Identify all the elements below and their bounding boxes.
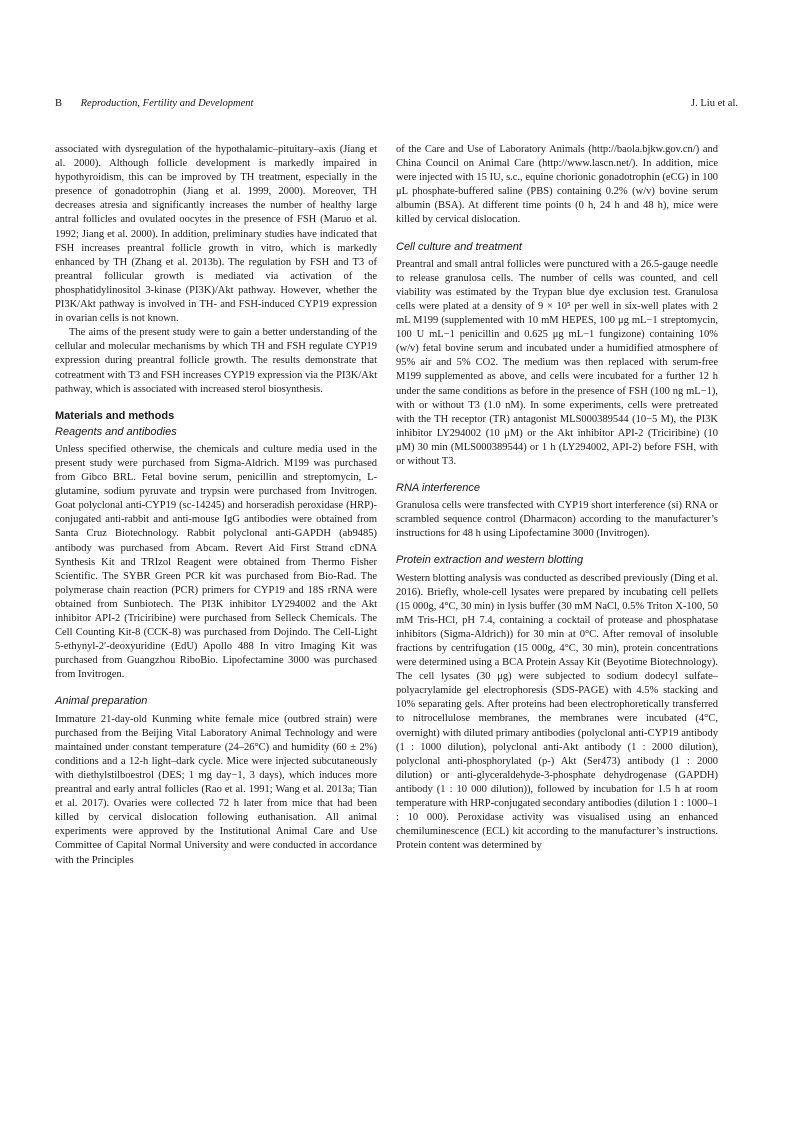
journal-name: Reproduction, Fertility and Development [80, 98, 254, 109]
left-column [55, 143, 377, 868]
rna-interference-paragraph: Granulosa cells were transfected with CYP19 short interference (si) RNA or scrambled sequence control (Dharmacon) according to the manufacturer’s instructions for 48 h using Lipofectamine 3000 (Invitrogen). [396, 500, 718, 540]
cell-culture-paragraph: Preantral and small antral follicles were punctured with a 26.5-gauge needle to release granulosa cells. The number of cells was counted, and cell viability was estimated by the Trypan blue dye exclusion test. Granulosa cells were plated at a density of 9 × 10⁵ per well in six-well plates with 2 mL M199 (supplemented with 10 mM HEPES, 100 μg mL−1 streptomycin, 100 U mL−1 penicillin and 0.625 μg mL−1 fungizone) containing 10% (w/v) fetal bovine serum and incubated under a humidified atmosphere of 95% air and 5% CO2. The medium was then replaced with serum-free M199 supplemented as above, and cells were incubated for a further 12 h under the same conditions as before in the presence of FSH (100 ng mL−1), with or without T3 (1.0 nM). In some experiments, cells were pretreated with the TH receptor (TR) antagonist MLS000389544 (10−5 M), the PI3K inhibitor LY294002 (10 μM) or the Akt inhibitor API-2 (Triciribine) (10 μM) 30 min (MLS000389544) or 1 h (LY294002, API-2) before FSH, with or without T3. [396, 258, 718, 467]
running-header-authors: J. Liu et al. [691, 98, 738, 109]
animal-preparation-paragraph: Immature 21-day-old Kunming white female mice (outbred strain) were purchased from the Beijing Vital Laboratory Animal Technology and were maintained under constant temperature (24–26°C) and humidity (60 ± 2%) conditions and a 12-h light–dark cycle. Mice were injected subcutaneously with diethylstilboestrol (DES; 1 mg day−1, 3 days), which induces more preantral and early antral follicles (Rao et al. 1991; Wang et al. 2013a; Tian et al. 2017). Ovaries were collected 72 h later from mice that had been killed by cervical dislocation following euthanisation. All animal experiments were approved by the Institutional Animal Care and Use Committee of Capital Normal University and were conducted in accordance with the Principles [55, 713, 377, 866]
right-column [396, 143, 718, 853]
subheading-reagents: Reagents and antibodies [55, 425, 177, 438]
subheading-rna-interference: RNA interference [396, 482, 480, 495]
animal-paragraph-continued: of the Care and Use of Laboratory Animals (http://baola.bjkw.gov.cn/) and China Council on Animal Care (http://www.lascn.net/). In addition, mice were injected with 15 IU, s.c., equine chorionic gonadotrophin (eCG) in 100 μL phosphate-buffered saline (PBS) containing 0.2% (w/v) bovine serum albumin (BSA). At different time points (0 h, 24 h and 48 h), mice were killed by cervical dislocation. [396, 144, 718, 226]
subheading-animal-preparation: Animal preparation [55, 695, 148, 708]
subheading-cell-culture: Cell culture and treatment [396, 240, 522, 253]
section-heading-methods: Materials and methods [55, 409, 175, 422]
aims-paragraph: The aims of the present study were to gain a better understanding of the cellular and molecular mechanisms by which TH and FSH regulate CYP19 expression during preantral follicle growth. The results demonstrate that cotreatment with T3 and FSH increases CYP19 expression via the PI3K/Akt pathway, which is associated with increased sterol biosynthesis. [55, 327, 377, 395]
subheading-western-blotting: Protein extraction and western blotting [396, 554, 584, 567]
running-header-left [55, 98, 253, 109]
western-blotting-paragraph: Western blotting analysis was conducted as described previously (Ding et al. 2016). Briefly, whole-cell lysates were prepared by incubating cell pellets (15 000g, 4°C, 30 min) in lysis buffer (30 mM NaCl, 0.5% Triton X-100, 50 mM Tris-HCl, pH 7.4, containing a cocktail of protease and phosphatase inhibitors (Sigma-Aldrich)) for 30 min at 0°C. After removal of insoluble fractions by centrifugation (15 000g, 4°C, 30 min), protein concentrations were determined using a BCA Protein Assay Kit (Beyotime Biotechnology). The cell lysates (30 μg) were subjected to sodium dodecyl sulfate–polyacrylamide gel electrophoresis (SDS-PAGE) with 4.5% stacking and 10% separating gels. After proteins had been electrophoretically transferred to nitrocellulose membranes, the membranes were incubated (4°C, overnight) with diluted primary antibodies (polyclonal anti-CYP19 antibody (1 : 1000 dilution), polyclonal anti-Akt antibody (1 : 2000 dilution), polyclonal anti-phosphorylated (p-) Akt (Ser473) antibody (1 : 2000 dilution) or anti-glyceraldehyde-3-phosphate dehydrogenase (GAPDH) antibody (1 : 10 000 dilution)), followed by incubation for 1.5 h at room temperature with HRP-conjugated secondary antibodies (dilution 1 : 1000–1 : 10 000). Peroxidase activity was visualised using an enhanced chemiluminescence (ECL) kit according to the manufacturer’s instructions. Protein content was determined by [396, 572, 718, 852]
intro-paragraph-continued: associated with dysregulation of the hypothalamic–pituitary–axis (Jiang et al. 2000). Although follicle development is markedly impaired in hypothyroidism, this can be improved by TH treatment, especially in the presence of gonadotrophin (Jiang et al. 1999, 2000). Moreover, TH decreases atresia and significantly increases the number of healthy large antral follicles and ovulated oocytes in the presence of FSH (Maruo et al. 1992; Jiang et al. 2000). In addition, preliminary studies have indicated that FSH increases preantral follicle growth in vitro, which is markedly enhanced by TH (Zhang et al. 2013b). The regulation by FSH and T3 of preantral follicular growth is mediated via activation of the phosphatidylinositol 3-kinase (PI3K)/Akt pathway. However, whether the PI3K/Akt pathway is involved in TH- and FSH-induced CYP19 expression in ovarian cells is not known. [55, 144, 377, 325]
reagents-paragraph: Unless specified otherwise, the chemicals and culture media used in the present study were purchased from Sigma-Aldrich. M199 was purchased from Gibco BRL. Fetal bovine serum, penicillin and streptomycin, L-glutamine, sodium pyruvate and trypsin were purchased from Invitrogen. Goat polyclonal anti-CYP19 (sc-14245) and horseradish peroxidase (HRP)-conjugated anti-rabbit and anti-mouse IgG antibodies were obtained from Santa Cruz Biotechnology. Rabbit polyclonal anti-GAPDH (ab9485) antibody was purchased from Abcam. Revert Aid First Strand cDNA Synthesis Kit and TRIzol Reagent were obtained from Thermo Fisher Scientific. The SYBR Green PCR kit was purchased from Bio-Rad. The polymerase chain reaction (PCR) primers for CYP19 and 18S rRNA were obtained from Sunbiotech. The PI3K inhibitor LY294002 and the Akt inhibitor API-2 (Triciribine) were purchased from Selleck Chemicals. The Cell Counting Kit-8 (CCK-8) was purchased from Dojindo. The Cell-Light 5-ethynyl-2′-deoxyuridine (EdU) Apollo 488 In vitro Imaging Kit was purchased from Guangzhou RiboBio. Lipofectamine 3000 was purchased from Invitrogen. [55, 443, 377, 681]
page-number: B [55, 98, 63, 109]
